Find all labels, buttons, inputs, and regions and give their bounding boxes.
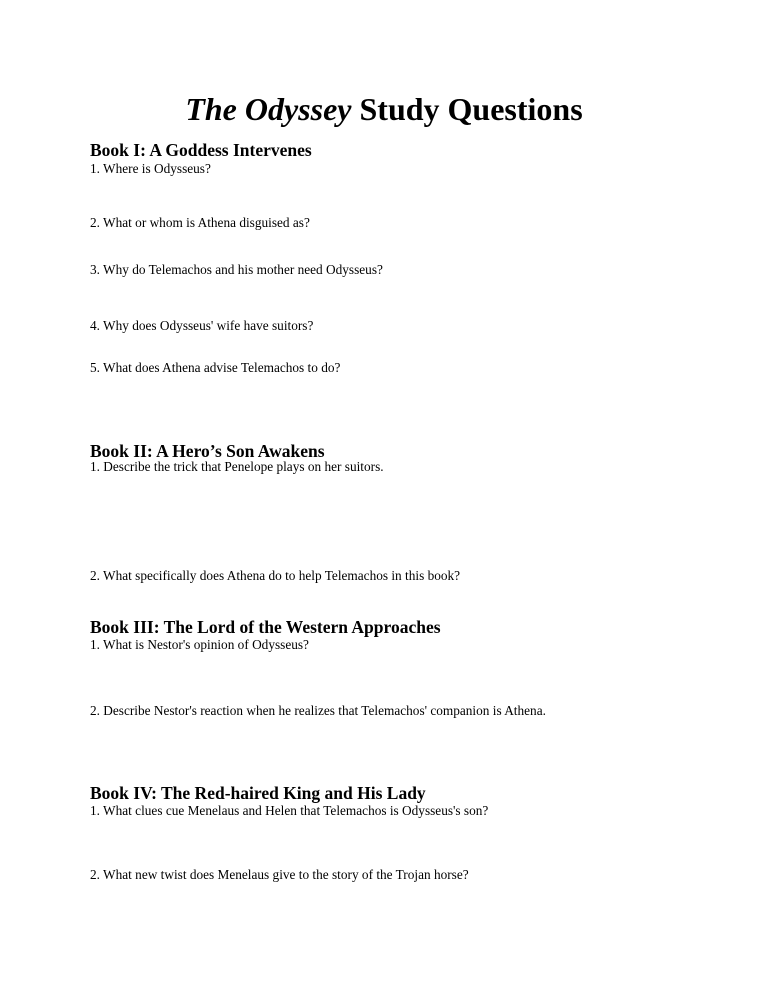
question: 1. Where is Odysseus? <box>90 161 211 176</box>
question: 1. What clues cue Menelaus and Helen that Telemachos is Odysseus's son? <box>90 803 489 818</box>
title-rest: Study Questions <box>351 91 583 127</box>
section-heading: Book I: A Goddess Intervenes <box>90 140 312 160</box>
question: 2. What new twist does Menelaus give to the story of the Trojan horse? <box>90 867 469 882</box>
question: 3. Why do Telemachos and his mother need Odysseus? <box>90 262 383 277</box>
section-heading: Book III: The Lord of the Western Approaches <box>90 617 441 637</box>
question: 1. What is Nestor's opinion of Odysseus? <box>90 637 309 652</box>
question: 5. What does Athena advise Telemachos to do? <box>90 360 341 375</box>
question: 2. What specifically does Athena do to help Telemachos in this book? <box>90 568 461 583</box>
page-title <box>0 89 768 129</box>
section-heading: Book IV: The Red-haired King and His Lady <box>90 783 426 803</box>
question: 4. Why does Odysseus' wife have suitors? <box>90 318 314 333</box>
question: 2. Describe Nestor's reaction when he realizes that Telemachos' companion is Athena. <box>90 703 546 718</box>
title-italic: The Odyssey <box>185 91 352 127</box>
section-heading: Book II: A Hero’s Son Awakens <box>90 441 325 461</box>
question: 1. Describe the trick that Penelope plays on her suitors. <box>90 459 384 474</box>
question: 2. What or whom is Athena disguised as? <box>90 215 310 230</box>
